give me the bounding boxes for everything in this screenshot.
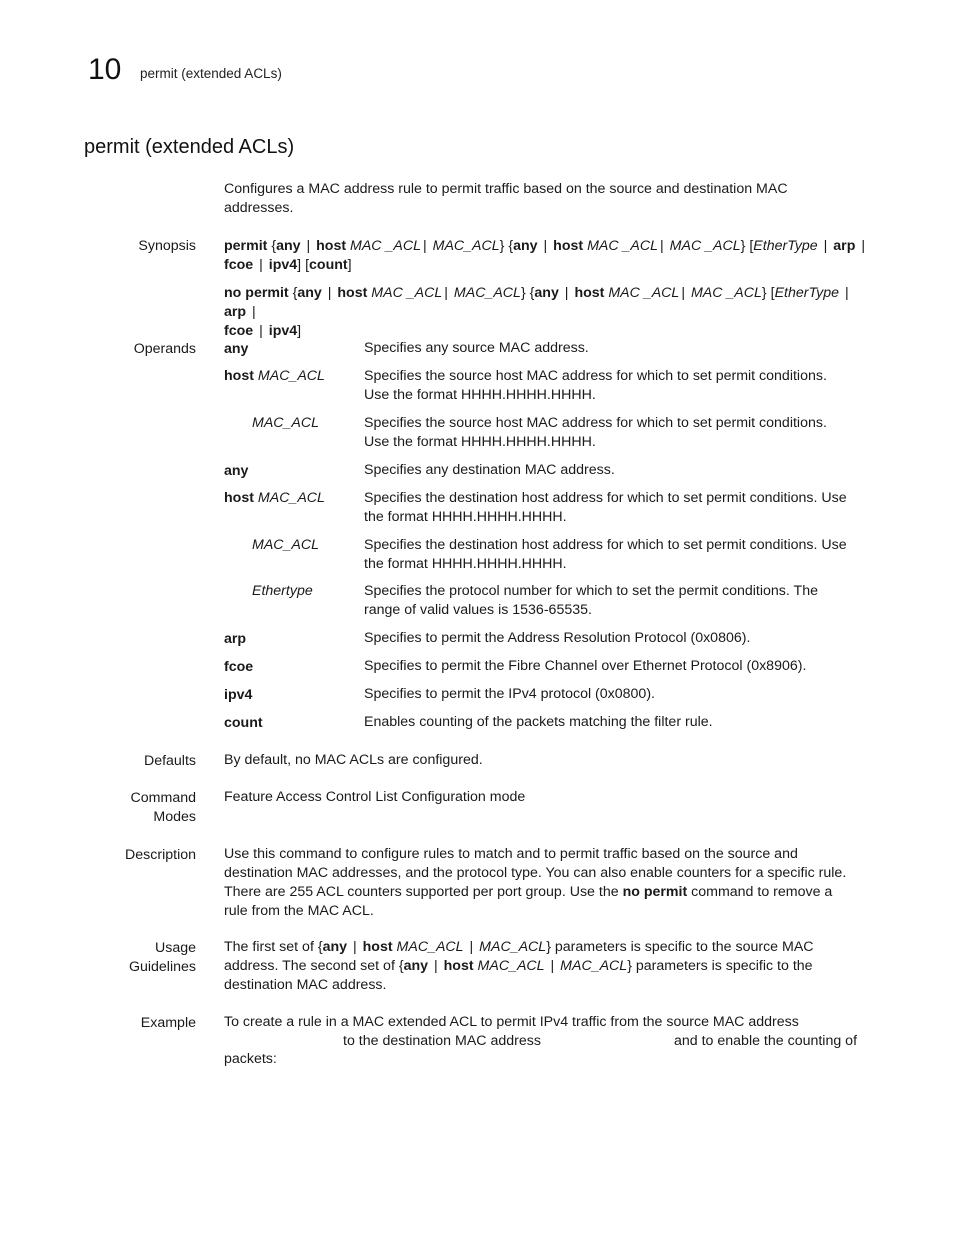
- operand-host-destination-desc: Specifies the destination host address for which to set permit conditions. Use the format HHHH.HHHH.HHHH.: [364, 490, 847, 525]
- operand-fcoe: fcoe: [224, 659, 254, 675]
- example-line-2a: to the destination MAC address: [343, 1033, 541, 1049]
- label-operands: Operands: [133, 341, 196, 357]
- description-text: Use this command to configure rules to match and to permit traffic based on the source and destination MAC addresses, and the protocol type. You can also enable counters for a specific rule. There are 255 ACL counters supported per port group. Use the no permit command to remove a rule from the MAC ACL.: [224, 846, 847, 919]
- operand-any-source: any: [224, 341, 249, 357]
- defaults-text: By default, no MAC ACLs are configured.: [224, 752, 483, 768]
- label-synopsis: Synopsis: [138, 238, 196, 254]
- synopsis-permit: permit {any | host MAC _ACL | MAC_ACL} {any | host MAC _ACL | MAC _ACL} [EtherType | arp | fcoe | ipv4] [count]: [224, 238, 866, 273]
- operand-host-destination: host MAC_ACL: [224, 490, 325, 506]
- label-description: Description: [125, 847, 196, 863]
- intro-text: Configures a MAC address rule to permit traffic based on the source and destination MAC addresses.: [224, 181, 788, 216]
- chapter-number: 10: [88, 53, 122, 86]
- operand-ethertype: Ethertype: [252, 583, 313, 599]
- operand-arp-desc: Specifies to permit the Address Resolution Protocol (0x0806).: [364, 630, 751, 646]
- operand-mac-acl-source: MAC_ACL: [252, 415, 320, 431]
- operand-any-destination: any: [224, 463, 249, 479]
- running-title: permit (extended ACLs): [140, 66, 282, 81]
- operand-host-source: host MAC_ACL: [224, 368, 325, 384]
- example-line-2b: and to enable the counting of: [674, 1033, 858, 1049]
- operand-any-source-desc: Specifies any source MAC address.: [364, 340, 589, 356]
- label-usage-guidelines: Usage Guidelines: [128, 940, 196, 975]
- label-command-modes: Command Modes: [130, 790, 196, 825]
- operand-ipv4-desc: Specifies to permit the IPv4 protocol (0x0800).: [364, 686, 655, 702]
- operand-any-destination-desc: Specifies any destination MAC address.: [364, 462, 615, 478]
- label-example: Example: [140, 1015, 196, 1031]
- operand-count: count: [224, 715, 263, 731]
- operand-arp: arp: [224, 631, 247, 647]
- operand-mac-acl-destination: MAC_ACL: [252, 537, 320, 553]
- operand-mac-acl-source-desc: Specifies the source host MAC address for which to set permit conditions. Use the format HHHH.HHHH.HHHH.: [364, 415, 827, 450]
- operand-count-desc: Enables counting of the packets matching the filter rule.: [364, 714, 713, 730]
- command-modes-text: Feature Access Control List Configuration mode: [224, 789, 526, 805]
- synopsis-no-permit: no permit {any | host MAC _ACL | MAC_ACL} {any | host MAC _ACL | MAC _ACL} [EtherType | arp | fcoe | ipv4]: [224, 285, 849, 339]
- section-title: permit (extended ACLs): [84, 136, 295, 158]
- operand-ethertype-desc: Specifies the protocol number for which to set the permit conditions. The range of valid values is 1536-65535.: [364, 583, 818, 618]
- example-line-1: To create a rule in a MAC extended ACL to permit IPv4 traffic from the source MAC address: [224, 1014, 799, 1030]
- usage-guidelines-text: The first set of {any | host MAC_ACL | MAC_ACL} parameters is specific to the source MAC address. The second set of {any | host MAC_ACL | MAC_ACL} parameters is specific to the destination MAC address.: [224, 939, 814, 993]
- operand-mac-acl-destination-desc: Specifies the destination host address for which to set permit conditions. Use the format HHHH.HHHH.HHHH.: [364, 537, 847, 572]
- operand-ipv4: ipv4: [224, 687, 253, 703]
- label-defaults: Defaults: [143, 753, 196, 769]
- operand-host-source-desc: Specifies the source host MAC address for which to set permit conditions. Use the format HHHH.HHHH.HHHH.: [364, 368, 827, 403]
- operand-fcoe-desc: Specifies to permit the Fibre Channel over Ethernet Protocol (0x8906).: [364, 658, 807, 674]
- example-line-3: packets:: [224, 1051, 277, 1067]
